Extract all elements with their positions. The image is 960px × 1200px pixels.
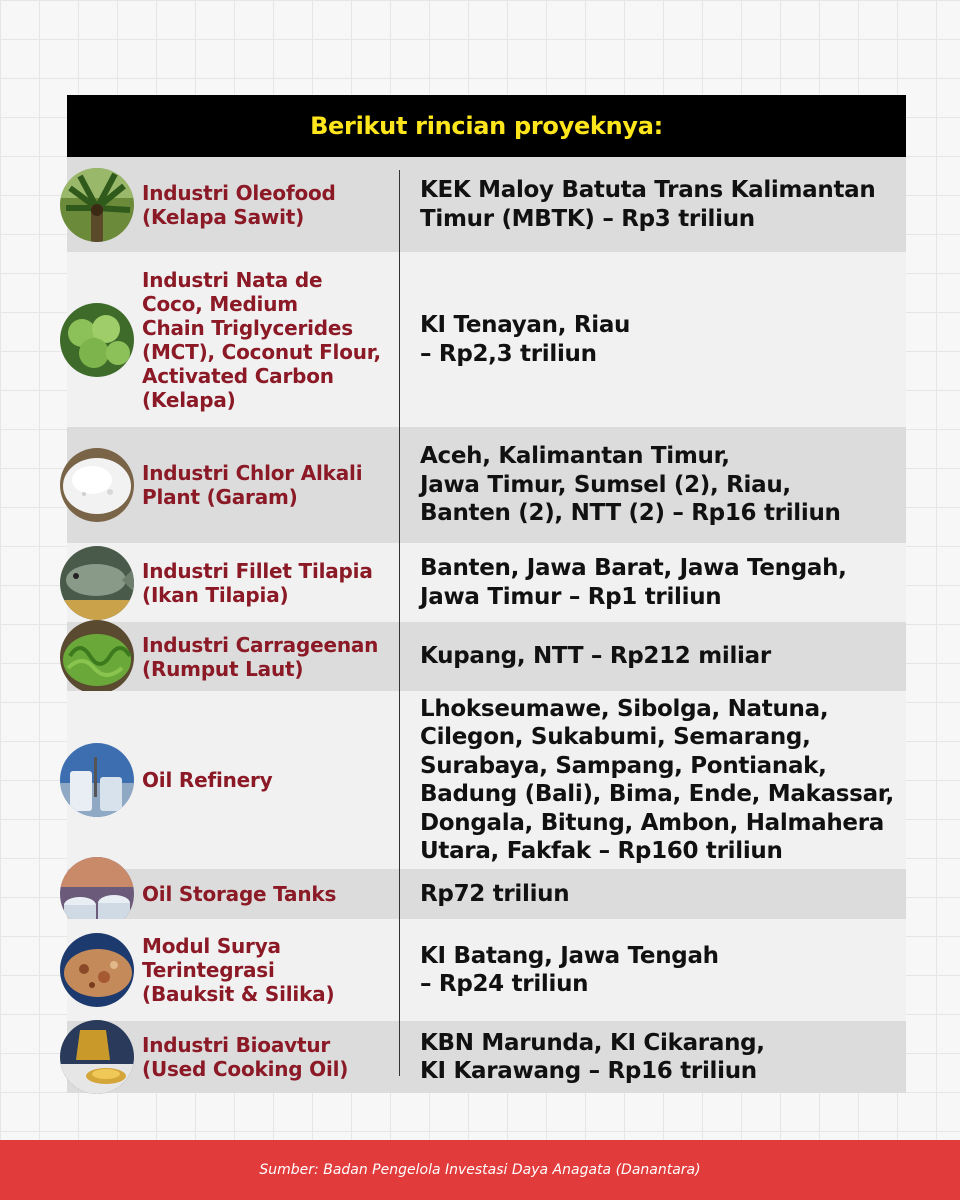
table-row	[67, 1021, 906, 1093]
row-detail: Banten, Jawa Barat, Jawa Tengah, Jawa Timur – Rp1 triliun	[420, 555, 847, 610]
table-row	[67, 919, 906, 1021]
row-label: Industri Fillet Tilapia (Ikan Tilapia)	[142, 558, 373, 607]
row-detail: Kupang, NTT – Rp212 miliar	[420, 643, 771, 670]
table-row	[67, 252, 906, 427]
row-detail: Lhokseumawe, Sibolga, Natuna, Cilegon, Sukabumi, Semarang, Surabaya, Sampang, Pontianak, Badung (Bali), Bima, Ende, Makassar, Dongala, Bitung, Ambon, Halmahera Utara, Fakfak – Rp160 triliun	[420, 695, 894, 864]
refinery-icon	[60, 743, 134, 817]
header-title: Berikut rincian proyeknya:	[310, 112, 663, 140]
table-row	[67, 543, 906, 622]
cooking-oil-icon	[60, 1020, 134, 1094]
row-label: Industri Bioavtur (Used Cooking Oil)	[142, 1033, 349, 1081]
seaweed-icon	[60, 620, 134, 694]
table-row	[67, 427, 906, 543]
table-row	[67, 622, 906, 691]
table-header	[67, 95, 906, 157]
bauxite-icon	[60, 933, 134, 1007]
row-label: Modul Surya Terintegrasi (Bauksit & Silika)	[142, 934, 335, 1006]
fish-icon	[60, 546, 134, 620]
palm-tree-icon	[60, 168, 134, 242]
row-detail: KBN Marunda, KI Cikarang, KI Karawang – Rp16 triliun	[420, 1029, 765, 1084]
project-table	[67, 157, 906, 1093]
row-detail: KI Tenayan, Riau – Rp2,3 triliun	[420, 312, 631, 367]
row-label: Industri Oleofood (Kelapa Sawit)	[142, 180, 336, 229]
table-row	[67, 869, 906, 919]
row-detail: Rp72 triliun	[420, 880, 570, 907]
source-text: Sumber: Badan Pengelola Investasi Daya Anagata (Danantara)	[259, 1162, 701, 1178]
row-label: Oil Storage Tanks	[142, 882, 337, 906]
row-label: Industri Nata de Coco, Medium Chain Triglycerides (MCT), Coconut Flour, Activated Carbon (Kelapa)	[142, 267, 381, 412]
row-detail: KI Batang, Jawa Tengah – Rp24 triliun	[420, 942, 719, 997]
column-divider	[399, 170, 400, 1076]
coconut-icon	[60, 303, 134, 377]
row-detail: Aceh, Kalimantan Timur, Jawa Timur, Sumsel (2), Riau, Banten (2), NTT (2) – Rp16 triliun	[420, 443, 841, 527]
salt-icon	[60, 448, 134, 522]
row-label: Industri Chlor Alkali Plant (Garam)	[142, 461, 363, 509]
row-label: Industri Carrageenan (Rumput Laut)	[142, 632, 379, 681]
source-footer	[0, 1140, 960, 1200]
row-detail: KEK Maloy Batuta Trans Kalimantan Timur (MBTK) – Rp3 triliun	[420, 177, 876, 232]
table-row	[67, 691, 906, 869]
row-label: Oil Refinery	[142, 768, 273, 792]
table-row	[67, 157, 906, 252]
